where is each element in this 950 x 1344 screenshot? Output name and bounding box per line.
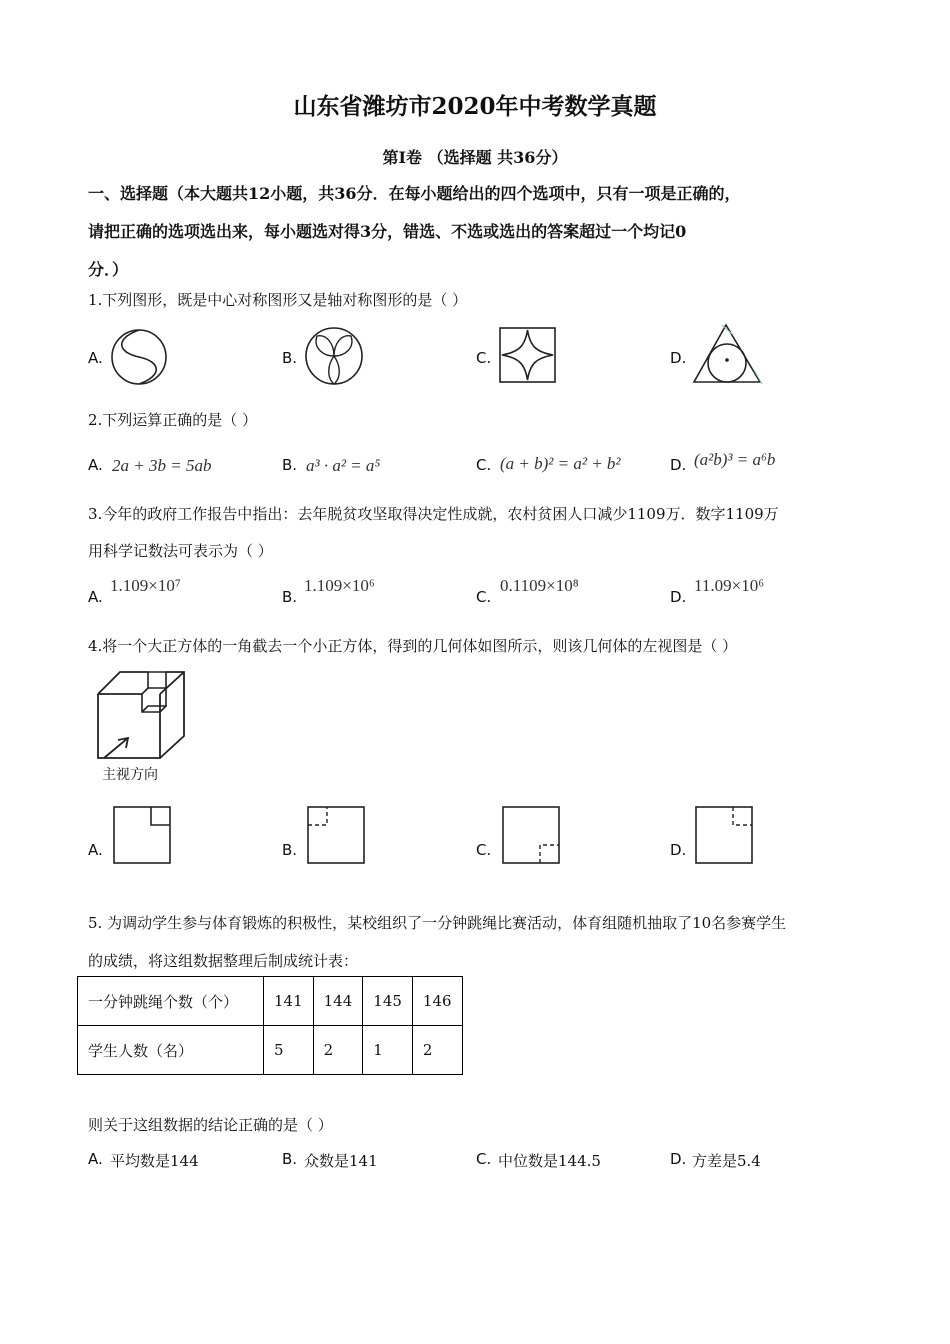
q4-stem: 4.将一个大正方体的一角截去一个小正方体，得到的几何体如图所示，则该几何体的左视图是（ ） [88,637,738,655]
table-row [78,1026,463,1075]
q3-option-b-value: 1.109×10⁶ [304,576,375,595]
q5-stats-table [77,976,463,1075]
q3-option-d-label: D. [670,588,687,606]
q2-option-d-label: D. [670,456,687,474]
instructions-line-3: 分．） [88,260,129,279]
q3-option-a-label: A. [88,588,103,606]
q4-option-a-label: A. [88,841,103,859]
page-title: 山东省潍坊市2020年中考数学真题 [293,93,657,120]
q4-option-a-view [113,806,171,864]
q1-option-d-label: D. [670,349,687,367]
triangle-incircle-icon [692,322,764,386]
section-instructions [88,175,878,289]
q4-option-c-view [502,806,560,864]
q5-option-c-text: 中位数是144.5 [498,1152,601,1170]
table-cell: 1 [363,1026,413,1075]
table-row [78,977,463,1026]
q2-option-d-expr: (a²b)³ = a⁶b [694,450,776,469]
q1-option-c-label: C. [476,349,492,367]
table-cell: 146 [412,977,462,1026]
q5-option-b-label: B. [282,1150,298,1168]
q3-option-c-label: C. [476,588,492,606]
q5-option-a-text: 平均数是144 [110,1152,199,1170]
q5-option-a-label: A. [88,1150,103,1168]
q5-option-c-label: C. [476,1150,492,1168]
q4-option-b-label: B. [282,841,298,859]
instructions-line-2: 请把正确的选项选出来，每小题选对得3分，错选、不选或选出的答案超过一个均记0 [88,222,687,241]
q3-option-d-value: 11.09×10⁶ [694,576,765,595]
table-cell: 5 [264,1026,314,1075]
q5-option-d-text: 方差是5.4 [692,1152,761,1170]
q5-stem-line-1: 5. 为调动学生参与体育锻炼的积极性，某校组织了一分钟跳绳比赛活动，体育组随机抽取了10名参赛学生 [88,914,787,932]
instructions-line-1: 一、选择题（本大题共12小题，共36分．在每小题给出的四个选项中，只有一项是正确的， [88,184,741,203]
q2-option-a-label: A. [88,456,103,474]
q5-stem-line-2: 的成绩，将这组数据整理后制成统计表： [88,952,359,970]
q1-option-b-label: B. [282,349,298,367]
q2-stem: 2.下列运算正确的是（ ） [88,411,258,429]
q2-option-b-expr: a³ · a² = a⁵ [306,456,381,475]
q4-option-c-label: C. [476,841,492,859]
table-cell: 一分钟跳绳个数（个） [78,977,264,1026]
q2-option-b-label: B. [282,456,298,474]
q3-option-a-value: 1.109×10⁷ [110,576,181,595]
q4-figure-caption: 主视方向 [102,767,158,783]
q2-option-c-expr: (a + b)² = a² + b² [500,454,621,473]
section-subtitle: 第Ⅰ卷 （选择题 共36分） [382,148,568,167]
three-petal-circle-icon [303,326,365,386]
four-point-star-square-icon [498,326,558,384]
q5-option-b-text: 众数是141 [304,1152,378,1170]
q3-stem-line-1: 3.今年的政府工作报告中指出：去年脱贫攻坚取得决定性成就，农村贫困人口减少1109万．数字1109万 [88,505,779,523]
q1-stem: 1.下列图形，既是中心对称图形又是轴对称图形的是（ ） [88,291,468,309]
q3-stem-line-2: 用科学记数法可表示为（ ） [88,542,273,560]
q2-option-c-label: C. [476,456,492,474]
table-cell: 144 [313,977,363,1026]
q1-option-a-label: A. [88,349,103,367]
table-cell: 145 [363,977,413,1026]
q4-option-d-view [695,806,753,864]
table-cell: 学生人数（名） [78,1026,264,1075]
q4-option-b-view [307,806,365,864]
q2-option-a-expr: 2a + 3b = 5ab [112,456,212,475]
table-cell: 2 [313,1026,363,1075]
table-cell: 141 [264,977,314,1026]
table-cell: 2 [412,1026,462,1075]
q5-question: 则关于这组数据的结论正确的是（ ） [88,1116,333,1134]
q5-option-d-label: D. [670,1150,687,1168]
q3-option-c-value: 0.1109×10⁸ [500,576,579,595]
taiji-circle-icon [108,328,170,386]
q4-option-d-label: D. [670,841,687,859]
cut-cube-figure [96,670,191,762]
q3-option-b-label: B. [282,588,298,606]
